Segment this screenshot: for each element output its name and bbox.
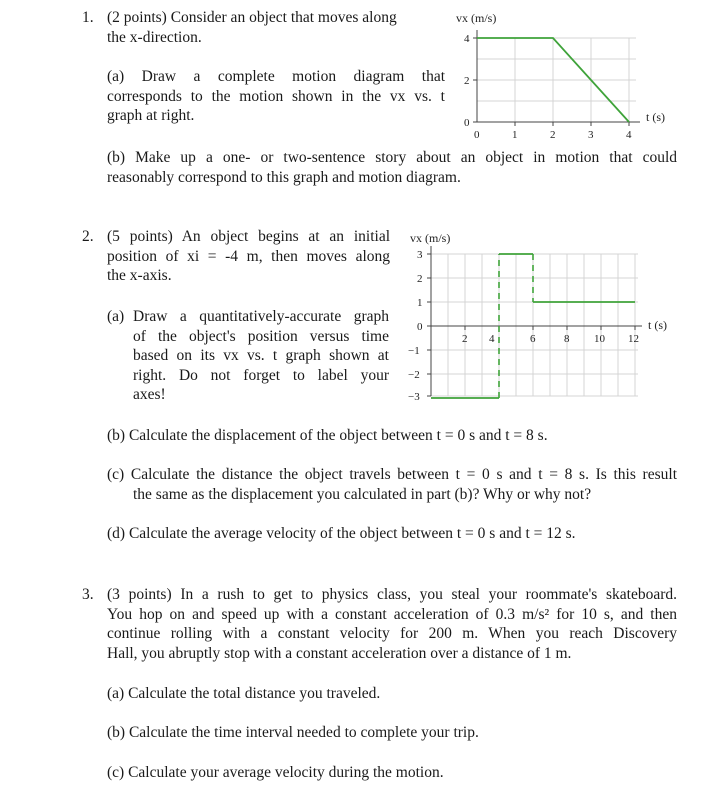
graph-2-ytick: −2 (408, 369, 420, 381)
problem-3-part-c: (c) Calculate your average velocity during the motion. (107, 764, 444, 781)
problem-2-part-a-line-2: of the object's position versus time (133, 327, 389, 345)
graph-2-xtick: 12 (628, 333, 639, 345)
problem-3-number: 3. (82, 586, 94, 603)
problem-2-number: 2. (82, 228, 94, 245)
problem-1-part-a-line-2: corresponds to the motion shown in the vx vs. t (107, 87, 445, 105)
problem-1-part-b-line-2: reasonably correspond to this graph and motion diagram. (107, 168, 461, 186)
problem-2-part-a-label: (a) (107, 308, 125, 325)
problem-2-intro-line-3: the x-axis. (107, 267, 172, 284)
problem-3-line-3: continue rolling with a constant velocity for 200 m. When you reach Discovery (107, 625, 677, 642)
problem-3-part-b: (b) Calculate the time interval needed to complete your trip. (107, 724, 479, 741)
problem-1-intro-line-1 (107, 8, 397, 28)
graph-1-ytick: 0 (464, 117, 470, 129)
graph-2-ylabel: vx (m/s) (410, 231, 451, 245)
problem-2-part-a (133, 307, 389, 405)
problem-2-intro-line-2: position of xi = -4 m, then moves along (107, 247, 390, 265)
problem-1-intro-line-2: the x-direction. (107, 29, 202, 46)
problem-3-line-2: You hop on and speed up with a constant acceleration of 0.3 m/s² for 10 s, and then (107, 605, 677, 623)
problem-2-part-b: (b) Calculate the displacement of the object between t = 0 s and t = 8 s. (107, 427, 548, 444)
graph-2-xtick: 10 (594, 333, 605, 345)
graph-1-xlabel: t (s) (646, 110, 665, 124)
problem-1-number: 1. (82, 9, 94, 26)
problem-3 (0, 560, 728, 812)
graph-1-ytick: 2 (464, 75, 470, 87)
graph-2-xlabel: t (s) (648, 318, 667, 332)
problem-2-part-c-line-2: the same as the displacement you calculated in part (b)? Why or why not? (133, 485, 592, 503)
problem-1-part-b (107, 148, 677, 187)
problem-3-line-1: (3 points) In a rush to get to physics class, you steal your roommate's skateboard. (107, 586, 678, 603)
problem-2-part-d: (d) Calculate the average velocity of the object between t = 0 s and t = 12 s. (107, 525, 576, 542)
graph-2-ytick: 2 (417, 273, 423, 285)
graph-2-grid (431, 254, 638, 396)
graph-1-ytick: 4 (464, 33, 470, 45)
problem-1-part-a (107, 67, 445, 126)
problem-2-part-c-line-1: (c) Calculate the distance the object travels between t = 0 s and t = 8 s. Is this result (107, 466, 677, 483)
graph-1-xtick: 2 (550, 129, 556, 141)
graph-1-ylabel: vx (m/s) (456, 11, 497, 25)
graph-1-xtick: 0 (474, 129, 480, 141)
problem-2-intro (107, 227, 390, 286)
problem-1-intro-text: Consider an object that moves along (170, 9, 397, 26)
graph-2-ytick: 3 (417, 249, 423, 261)
graph-2-ytick: −3 (408, 391, 420, 403)
graph-1-axes (473, 30, 640, 126)
problem-2-part-a-line-1: Draw a quantitatively-accurate graph (133, 308, 389, 325)
graph-2-ytick: 0 (417, 321, 423, 333)
graph-1-xtick: 4 (626, 129, 632, 141)
graph-2-xtick: 2 (462, 333, 468, 345)
problem-2-part-a-line-4: right. Do not forget to label your (133, 366, 389, 384)
problem-1-part-a-line-3: graph at right. (107, 107, 195, 124)
problem-1-part-b-line-1: (b) Make up a one- or two-sentence story about an object in motion that could (107, 149, 677, 166)
graph-2-ytick: 1 (417, 297, 423, 309)
problem-3-line-4: Hall, you abruptly stop with a constant acceleration over a distance of 1 m. (107, 644, 572, 662)
problem-2-part-c (107, 465, 677, 504)
graph-2-xtick: 4 (489, 333, 495, 345)
graph-1 (440, 4, 680, 144)
problem-2-part-a-line-5: axes! (133, 386, 166, 403)
graph-2-ytick: −1 (408, 345, 420, 357)
problem-1 (0, 0, 728, 200)
problem-2 (0, 200, 728, 560)
graph-1-xtick: 1 (512, 129, 518, 141)
problem-2-part-a-line-3: based on its vx vs. t graph shown at (133, 347, 389, 364)
problem-3-body (107, 585, 677, 663)
problem-1-points: (2 points) (107, 9, 167, 26)
graph-1-xtick: 3 (588, 129, 594, 141)
problem-1-part-a-line-1: (a) Draw a complete motion diagram that (107, 68, 446, 85)
problem-2-intro-line-1: (5 points) An object begins at an initial (107, 228, 391, 245)
graph-2-xtick: 6 (530, 333, 536, 345)
problem-3-part-a: (a) Calculate the total distance you traveled. (107, 685, 381, 702)
graph-2 (398, 224, 683, 409)
graph-2-xtick: 8 (564, 333, 570, 345)
graph-1-grid (477, 38, 636, 122)
